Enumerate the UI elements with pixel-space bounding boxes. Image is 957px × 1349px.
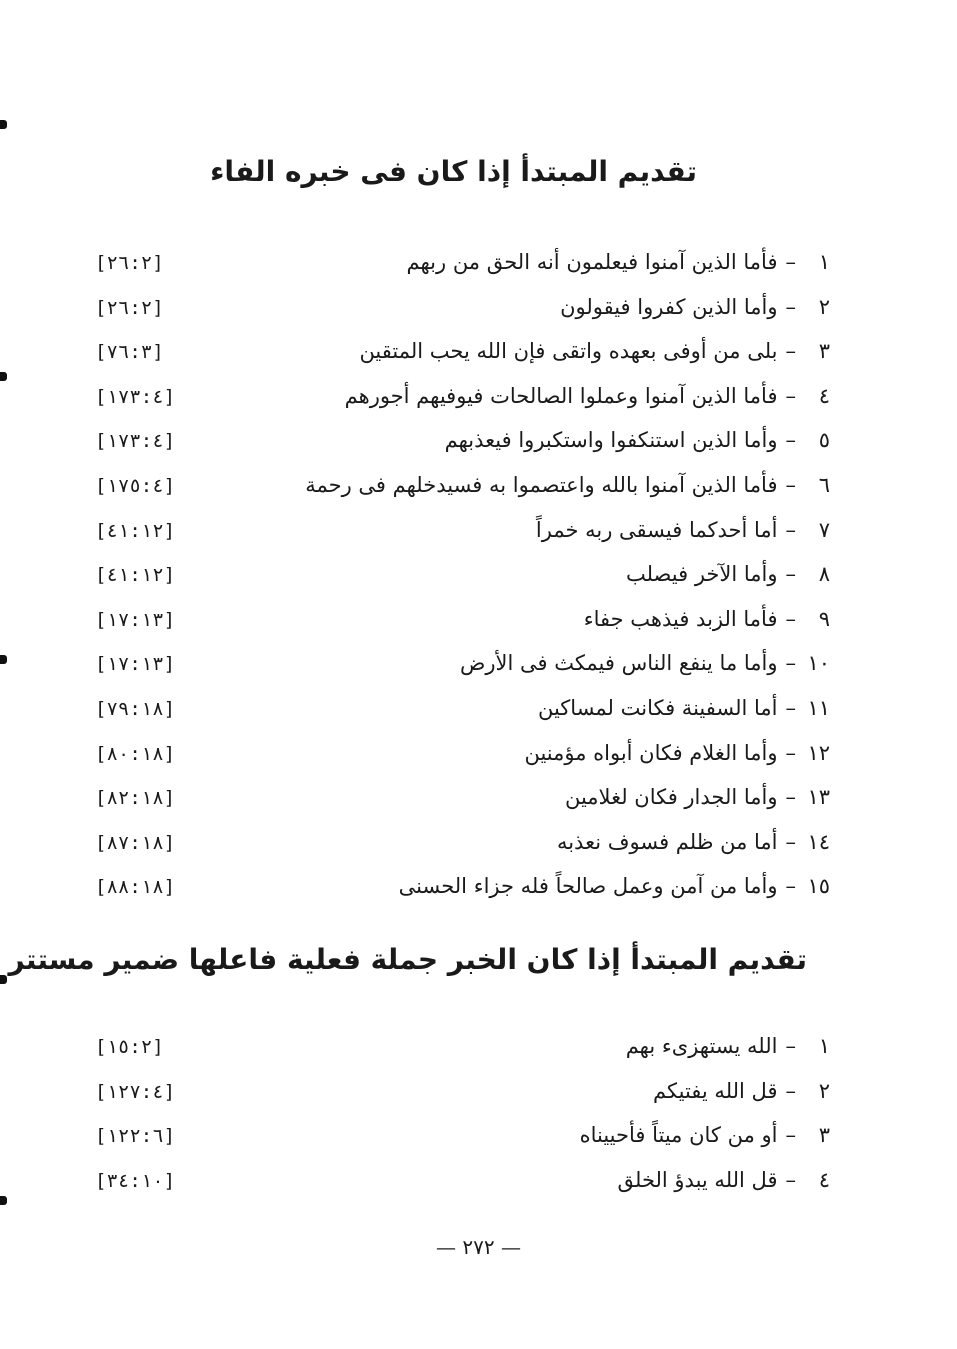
verse-reference: [١٢٢:٦] (95, 1125, 176, 1148)
verse-number: ١٢ (807, 740, 830, 765)
verse-row (95, 1113, 830, 1158)
verse-number: ١ (818, 250, 830, 274)
verse-row (95, 418, 830, 463)
verse-main (524, 731, 830, 776)
verse-dash: – (785, 383, 796, 408)
verse-row (95, 820, 830, 865)
verse-row (95, 597, 830, 642)
verse-number: ١١ (807, 695, 830, 720)
verse-text: فأما الذين آمنوا بالله واعتصموا به فسيدخلهم فى رحمة (305, 472, 778, 497)
verse-dash: – (785, 428, 796, 453)
verse-reference: [١٧:١٣] (95, 608, 176, 631)
verse-row (95, 641, 830, 686)
verse-text: فأما الذين آمنوا فيعلمون أنه الحق من ربهم (406, 250, 778, 274)
verse-main (580, 1113, 830, 1158)
verse-reference: [١٢٧:٤] (95, 1080, 176, 1103)
verse-row (95, 240, 830, 285)
verse-reference: [١٧٥:٤] (95, 474, 176, 497)
verse-number: ١٥ (807, 874, 830, 899)
verse-reference: [٧٦:٣] (95, 341, 164, 364)
verse-main (538, 686, 830, 731)
verse-row (95, 864, 830, 909)
verse-list (95, 1024, 830, 1202)
verse-text: قل الله يفتيكم (653, 1078, 778, 1103)
verse-main (407, 240, 831, 285)
section-heading: تقديم المبتدأ إذا كان فى خبره الفاء (210, 155, 697, 188)
verse-text: قل الله يبدؤ الخلق (617, 1167, 778, 1192)
verse-main (626, 1024, 830, 1069)
verse-reference: [١٧:١٣] (95, 653, 176, 676)
verse-row (95, 552, 830, 597)
verse-row (95, 329, 830, 374)
verse-number: ١٣ (807, 785, 830, 810)
margin-mark (0, 1196, 7, 1205)
page-number: — ٢٧٢ — (436, 1235, 521, 1259)
verse-text: أو من كان ميتاً فأحييناه (579, 1123, 778, 1148)
verse-row (95, 686, 830, 731)
verse-row (95, 508, 830, 553)
verse-reference: [٨٠:١٨] (95, 742, 176, 765)
verse-reference: [٢٦:٢] (95, 252, 164, 274)
verse-main (536, 508, 830, 553)
verse-text: وأما الغلام فكان أبواه مؤمنين (524, 740, 778, 765)
verse-dash: – (785, 472, 796, 497)
margin-mark (0, 975, 7, 984)
verse-dash: – (785, 294, 796, 319)
margin-mark (0, 120, 7, 129)
verse-number: ٣ (818, 339, 830, 364)
verse-text: بلى من أوفى بعهده واتقى فإن الله يحب المتقين (359, 339, 778, 364)
verse-dash: – (785, 562, 796, 587)
verse-reference: [٨٨:١٨] (95, 876, 176, 899)
verse-text: الله يستهزىء بهم (625, 1034, 778, 1058)
verse-dash: – (785, 651, 796, 676)
verse-main (565, 775, 830, 820)
verse-dash: – (785, 517, 796, 542)
verse-dash: – (785, 829, 796, 854)
verse-text: أما من ظلم فسوف نعذبه (556, 829, 778, 854)
verse-reference: [٨٧:١٨] (95, 831, 176, 854)
verse-text: وأما الذين استنكفوا واستكبروا فيعذبهم (444, 428, 778, 453)
verse-number: ٨ (818, 562, 830, 587)
verse-text: وأما من آمن وعمل صالحاً فله جزاء الحسنى (398, 874, 778, 899)
verse-text: وأما الآخر فيصلب (625, 562, 778, 587)
verse-dash: – (785, 339, 796, 364)
verse-number: ٥ (818, 428, 830, 453)
verse-number: ٤ (818, 1167, 830, 1192)
verse-reference: [١٧٣:٤] (95, 385, 176, 408)
verse-number: ٤ (818, 383, 830, 408)
margin-mark (0, 372, 7, 381)
verse-dash: – (785, 250, 796, 274)
verse-main (626, 552, 830, 597)
verse-number: ١٤ (807, 829, 830, 854)
verse-reference: [١٥:٢] (95, 1036, 164, 1058)
verse-number: ٢ (818, 1078, 830, 1103)
verse-dash: – (785, 874, 796, 899)
verse-main (445, 418, 830, 463)
verse-main (653, 1069, 830, 1114)
verse-main (557, 820, 830, 865)
verse-reference: [٢٦:٢] (95, 296, 164, 319)
verse-reference: [٣٤:١٠] (95, 1169, 176, 1192)
verse-number: ١٠ (807, 651, 830, 676)
verse-reference: [١٧٣:٤] (95, 430, 176, 453)
verse-row (95, 285, 830, 330)
verse-reference: [٤١:١٢] (95, 564, 176, 587)
verse-main (359, 329, 830, 374)
margin-mark (0, 655, 7, 664)
verse-dash: – (785, 785, 796, 810)
verse-reference: [٨٢:١٨] (95, 787, 176, 810)
verse-main (345, 374, 830, 419)
verse-text: أما السفينة فكانت لمساكين (537, 695, 778, 720)
verse-dash: – (785, 1167, 796, 1192)
verse-main (584, 597, 830, 642)
verse-row (95, 374, 830, 419)
verse-text: أما أحدكما فيسقى ربه خمراً (535, 517, 778, 542)
verse-number: ٦ (818, 472, 830, 497)
verse-dash: – (785, 740, 796, 765)
verse-text: وأما ما ينفع الناس فيمكث فى الأرض (459, 651, 778, 676)
verse-number: ٧ (818, 517, 830, 542)
verse-main (399, 864, 830, 909)
verse-main (305, 463, 830, 508)
verse-row (95, 775, 830, 820)
verse-row (95, 1024, 830, 1069)
verse-dash: – (785, 1078, 796, 1103)
verse-text: فأما الذين آمنوا وعملوا الصالحات فيوفيهم أجورهم (344, 383, 778, 408)
section-heading: تقديم المبتدأ إذا كان الخبر جملة فعلية فاعلها ضمير مستتر (8, 943, 807, 976)
verse-main (560, 285, 830, 330)
verse-dash: – (785, 1034, 796, 1058)
verse-dash: – (785, 695, 796, 720)
verse-text: وأما الذين كفروا فيقولون (560, 294, 778, 319)
verse-number: ٩ (818, 606, 830, 631)
verse-row (95, 1158, 830, 1203)
verse-list (95, 240, 830, 909)
verse-number: ١ (818, 1034, 830, 1058)
verse-text: فأما الزبد فيذهب جفاء (583, 606, 778, 631)
verse-number: ٣ (818, 1123, 830, 1148)
verse-row (95, 731, 830, 776)
verse-row (95, 1069, 830, 1114)
verse-reference: [٤١:١٢] (95, 519, 176, 542)
verse-number: ٢ (818, 294, 830, 319)
verse-dash: – (785, 1123, 796, 1148)
verse-main (617, 1158, 830, 1203)
verse-text: وأما الجدار فكان لغلامين (564, 785, 778, 810)
verse-dash: – (785, 606, 796, 631)
verse-row (95, 463, 830, 508)
verse-main (460, 641, 830, 686)
verse-reference: [٧٩:١٨] (95, 697, 176, 720)
